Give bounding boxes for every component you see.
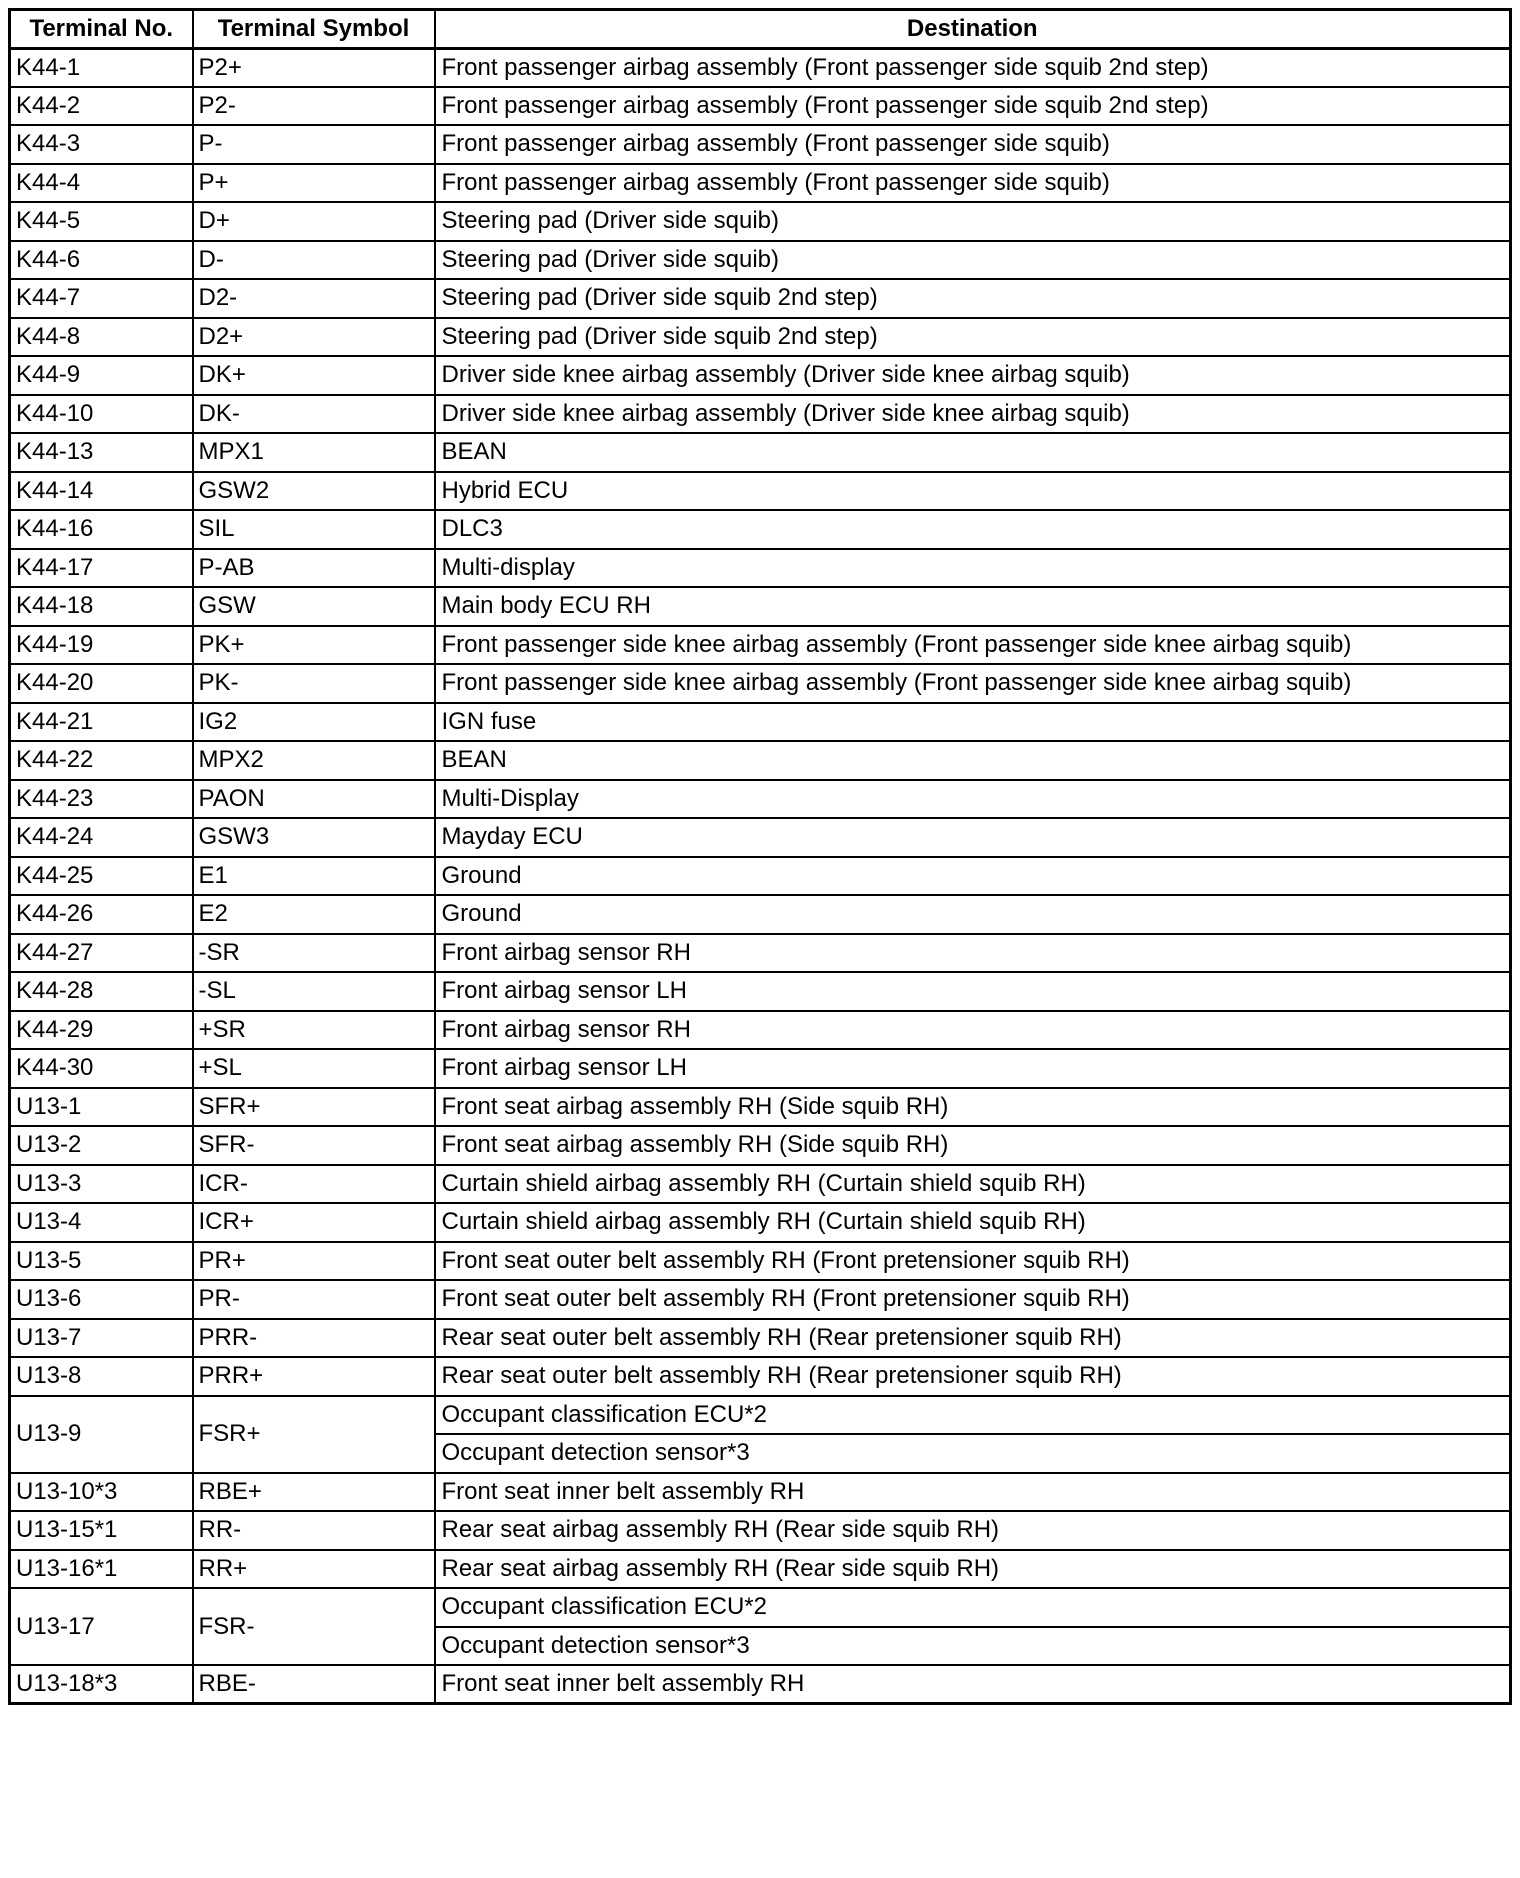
table-row bbox=[10, 1357, 1511, 1396]
terminal-no-cell: K44-21 bbox=[10, 703, 193, 742]
terminal-no-cell: K44-30 bbox=[10, 1049, 193, 1088]
terminal-symbol-cell: IG2 bbox=[193, 703, 435, 742]
destination-cell: Ground bbox=[435, 895, 1511, 934]
destination-cell: Driver side knee airbag assembly (Driver side knee airbag squib) bbox=[435, 395, 1511, 434]
table-row bbox=[10, 549, 1511, 588]
table-row bbox=[10, 1203, 1511, 1242]
destination-cell: Multi-Display bbox=[435, 780, 1511, 819]
terminal-symbol-cell: PR- bbox=[193, 1280, 435, 1319]
destination-cell: Front airbag sensor RH bbox=[435, 1011, 1511, 1050]
table-row bbox=[10, 780, 1511, 819]
terminal-symbol-cell: D+ bbox=[193, 202, 435, 241]
destination-cell: Front passenger airbag assembly (Front passenger side squib 2nd step) bbox=[435, 48, 1511, 87]
terminal-symbol-cell: +SR bbox=[193, 1011, 435, 1050]
destination-cell: Occupant classification ECU*2 bbox=[435, 1396, 1511, 1435]
terminal-no-cell: U13-1 bbox=[10, 1088, 193, 1127]
terminal-no-cell: K44-27 bbox=[10, 934, 193, 973]
destination-cell: Rear seat outer belt assembly RH (Rear pretensioner squib RH) bbox=[435, 1357, 1511, 1396]
terminal-symbol-cell: RR- bbox=[193, 1511, 435, 1550]
terminal-no-cell: K44-10 bbox=[10, 395, 193, 434]
terminal-no-cell: K44-29 bbox=[10, 1011, 193, 1050]
table-row bbox=[10, 1319, 1511, 1358]
destination-cell: Front seat inner belt assembly RH bbox=[435, 1665, 1511, 1704]
table-row bbox=[10, 1011, 1511, 1050]
terminal-no-cell: U13-16*1 bbox=[10, 1550, 193, 1589]
table-row bbox=[10, 664, 1511, 703]
table-header bbox=[10, 10, 1511, 49]
terminal-symbol-cell: ICR+ bbox=[193, 1203, 435, 1242]
table-row bbox=[10, 1165, 1511, 1204]
table-row bbox=[10, 241, 1511, 280]
terminal-no-cell: K44-18 bbox=[10, 587, 193, 626]
terminal-no-cell: K44-14 bbox=[10, 472, 193, 511]
destination-cell: Front seat airbag assembly RH (Side squib RH) bbox=[435, 1088, 1511, 1127]
terminal-no-cell: U13-10*3 bbox=[10, 1473, 193, 1512]
terminal-symbol-cell: -SL bbox=[193, 972, 435, 1011]
destination-cell: Driver side knee airbag assembly (Driver side knee airbag squib) bbox=[435, 356, 1511, 395]
terminal-symbol-cell: -SR bbox=[193, 934, 435, 973]
table-row bbox=[10, 472, 1511, 511]
terminal-symbol-cell: RBE- bbox=[193, 1665, 435, 1704]
terminal-symbol-cell: GSW bbox=[193, 587, 435, 626]
terminal-no-cell: K44-25 bbox=[10, 857, 193, 896]
terminal-no-cell: K44-3 bbox=[10, 125, 193, 164]
table-row bbox=[10, 1550, 1511, 1589]
destination-cell: BEAN bbox=[435, 741, 1511, 780]
terminal-table-sheet bbox=[8, 8, 1512, 1705]
destination-cell: Main body ECU RH bbox=[435, 587, 1511, 626]
terminal-no-cell: K44-26 bbox=[10, 895, 193, 934]
terminal-symbol-cell: P2- bbox=[193, 87, 435, 126]
table-row bbox=[10, 1473, 1511, 1512]
destination-cell: Ground bbox=[435, 857, 1511, 896]
terminal-symbol-cell: GSW3 bbox=[193, 818, 435, 857]
destination-cell: Steering pad (Driver side squib) bbox=[435, 241, 1511, 280]
destination-cell: Steering pad (Driver side squib 2nd step) bbox=[435, 279, 1511, 318]
destination-cell: Front passenger airbag assembly (Front passenger side squib 2nd step) bbox=[435, 87, 1511, 126]
destination-cell: Mayday ECU bbox=[435, 818, 1511, 857]
terminal-symbol-cell: ICR- bbox=[193, 1165, 435, 1204]
terminal-no-cell: U13-5 bbox=[10, 1242, 193, 1281]
table-row bbox=[10, 1049, 1511, 1088]
terminal-symbol-cell: E1 bbox=[193, 857, 435, 896]
terminal-symbol-cell: PRR+ bbox=[193, 1357, 435, 1396]
table-row bbox=[10, 1088, 1511, 1127]
terminal-no-cell: U13-6 bbox=[10, 1280, 193, 1319]
destination-cell: Rear seat airbag assembly RH (Rear side squib RH) bbox=[435, 1550, 1511, 1589]
terminal-symbol-cell: PK+ bbox=[193, 626, 435, 665]
terminal-symbol-cell: DK- bbox=[193, 395, 435, 434]
destination-cell: Steering pad (Driver side squib) bbox=[435, 202, 1511, 241]
table-row bbox=[10, 395, 1511, 434]
destination-cell: Front passenger airbag assembly (Front passenger side squib) bbox=[435, 125, 1511, 164]
destination-cell: Front seat inner belt assembly RH bbox=[435, 1473, 1511, 1512]
table-row bbox=[10, 934, 1511, 973]
destination-cell: Curtain shield airbag assembly RH (Curtain shield squib RH) bbox=[435, 1203, 1511, 1242]
terminal-symbol-cell: E2 bbox=[193, 895, 435, 934]
terminal-no-cell: U13-15*1 bbox=[10, 1511, 193, 1550]
table-row bbox=[10, 125, 1511, 164]
terminal-symbol-cell: MPX2 bbox=[193, 741, 435, 780]
terminal-symbol-cell: PAON bbox=[193, 780, 435, 819]
destination-cell: Curtain shield airbag assembly RH (Curtain shield squib RH) bbox=[435, 1165, 1511, 1204]
terminal-no-cell: K44-2 bbox=[10, 87, 193, 126]
terminal-symbol-cell: RBE+ bbox=[193, 1473, 435, 1512]
destination-cell: Occupant detection sensor*3 bbox=[435, 1434, 1511, 1473]
table-row bbox=[10, 703, 1511, 742]
terminal-no-cell: K44-6 bbox=[10, 241, 193, 280]
terminal-no-cell: U13-4 bbox=[10, 1203, 193, 1242]
terminal-no-cell: K44-20 bbox=[10, 664, 193, 703]
terminal-symbol-cell: P- bbox=[193, 125, 435, 164]
terminal-symbol-cell: P-AB bbox=[193, 549, 435, 588]
table-row bbox=[10, 818, 1511, 857]
destination-cell: DLC3 bbox=[435, 510, 1511, 549]
table-row bbox=[10, 1511, 1511, 1550]
table-row bbox=[10, 972, 1511, 1011]
terminal-no-cell: U13-17 bbox=[10, 1588, 193, 1665]
destination-cell: Occupant detection sensor*3 bbox=[435, 1627, 1511, 1666]
table-row bbox=[10, 48, 1511, 87]
table-row bbox=[10, 87, 1511, 126]
destination-cell: Front airbag sensor LH bbox=[435, 972, 1511, 1011]
terminal-no-cell: K44-5 bbox=[10, 202, 193, 241]
table-row bbox=[10, 1588, 1511, 1627]
terminal-no-cell: K44-28 bbox=[10, 972, 193, 1011]
terminal-symbol-cell: RR+ bbox=[193, 1550, 435, 1589]
table-body bbox=[10, 48, 1511, 1704]
table-row bbox=[10, 318, 1511, 357]
table-row bbox=[10, 1280, 1511, 1319]
header-terminal-symbol: Terminal Symbol bbox=[193, 10, 435, 49]
table-row bbox=[10, 356, 1511, 395]
table-row bbox=[10, 1242, 1511, 1281]
terminal-no-cell: K44-22 bbox=[10, 741, 193, 780]
terminal-symbol-cell: P2+ bbox=[193, 48, 435, 87]
terminal-symbol-cell: SFR+ bbox=[193, 1088, 435, 1127]
destination-cell: Front passenger side knee airbag assembly (Front passenger side knee airbag squib) bbox=[435, 626, 1511, 665]
terminal-no-cell: K44-17 bbox=[10, 549, 193, 588]
terminal-table bbox=[8, 8, 1512, 1705]
destination-cell: Front airbag sensor RH bbox=[435, 934, 1511, 973]
terminal-no-cell: U13-8 bbox=[10, 1357, 193, 1396]
table-row bbox=[10, 202, 1511, 241]
table-row bbox=[10, 164, 1511, 203]
terminal-symbol-cell: SIL bbox=[193, 510, 435, 549]
terminal-no-cell: U13-2 bbox=[10, 1126, 193, 1165]
terminal-no-cell: K44-13 bbox=[10, 433, 193, 472]
table-row bbox=[10, 279, 1511, 318]
destination-cell: IGN fuse bbox=[435, 703, 1511, 742]
terminal-symbol-cell: PR+ bbox=[193, 1242, 435, 1281]
terminal-symbol-cell: FSR+ bbox=[193, 1396, 435, 1473]
terminal-symbol-cell: D2+ bbox=[193, 318, 435, 357]
table-row bbox=[10, 510, 1511, 549]
table-row bbox=[10, 587, 1511, 626]
terminal-no-cell: K44-23 bbox=[10, 780, 193, 819]
table-row bbox=[10, 895, 1511, 934]
destination-cell: BEAN bbox=[435, 433, 1511, 472]
terminal-no-cell: K44-19 bbox=[10, 626, 193, 665]
terminal-no-cell: K44-7 bbox=[10, 279, 193, 318]
terminal-no-cell: U13-7 bbox=[10, 1319, 193, 1358]
destination-cell: Occupant classification ECU*2 bbox=[435, 1588, 1511, 1627]
destination-cell: Hybrid ECU bbox=[435, 472, 1511, 511]
header-row bbox=[10, 10, 1511, 49]
table-row bbox=[10, 741, 1511, 780]
destination-cell: Front passenger airbag assembly (Front passenger side squib) bbox=[435, 164, 1511, 203]
terminal-no-cell: K44-8 bbox=[10, 318, 193, 357]
destination-cell: Front airbag sensor LH bbox=[435, 1049, 1511, 1088]
terminal-no-cell: U13-9 bbox=[10, 1396, 193, 1473]
header-terminal-no: Terminal No. bbox=[10, 10, 193, 49]
terminal-symbol-cell: +SL bbox=[193, 1049, 435, 1088]
terminal-symbol-cell: D- bbox=[193, 241, 435, 280]
destination-cell: Front seat outer belt assembly RH (Front pretensioner squib RH) bbox=[435, 1242, 1511, 1281]
destination-cell: Rear seat outer belt assembly RH (Rear pretensioner squib RH) bbox=[435, 1319, 1511, 1358]
table-row bbox=[10, 1126, 1511, 1165]
table-row bbox=[10, 1665, 1511, 1704]
terminal-no-cell: K44-1 bbox=[10, 48, 193, 87]
destination-cell: Multi-display bbox=[435, 549, 1511, 588]
terminal-symbol-cell: D2- bbox=[193, 279, 435, 318]
terminal-symbol-cell: PRR- bbox=[193, 1319, 435, 1358]
terminal-symbol-cell: MPX1 bbox=[193, 433, 435, 472]
table-row bbox=[10, 857, 1511, 896]
table-row bbox=[10, 433, 1511, 472]
destination-cell: Steering pad (Driver side squib 2nd step) bbox=[435, 318, 1511, 357]
table-row bbox=[10, 626, 1511, 665]
terminal-no-cell: U13-3 bbox=[10, 1165, 193, 1204]
destination-cell: Front passenger side knee airbag assembly (Front passenger side knee airbag squib) bbox=[435, 664, 1511, 703]
terminal-symbol-cell: SFR- bbox=[193, 1126, 435, 1165]
terminal-symbol-cell: FSR- bbox=[193, 1588, 435, 1665]
destination-cell: Front seat outer belt assembly RH (Front pretensioner squib RH) bbox=[435, 1280, 1511, 1319]
destination-cell: Front seat airbag assembly RH (Side squib RH) bbox=[435, 1126, 1511, 1165]
destination-cell: Rear seat airbag assembly RH (Rear side squib RH) bbox=[435, 1511, 1511, 1550]
terminal-no-cell: K44-9 bbox=[10, 356, 193, 395]
terminal-symbol-cell: P+ bbox=[193, 164, 435, 203]
table-row bbox=[10, 1396, 1511, 1435]
terminal-symbol-cell: DK+ bbox=[193, 356, 435, 395]
terminal-no-cell: K44-16 bbox=[10, 510, 193, 549]
terminal-no-cell: U13-18*3 bbox=[10, 1665, 193, 1704]
terminal-symbol-cell: PK- bbox=[193, 664, 435, 703]
terminal-no-cell: K44-24 bbox=[10, 818, 193, 857]
header-destination: Destination bbox=[435, 10, 1511, 49]
terminal-symbol-cell: GSW2 bbox=[193, 472, 435, 511]
terminal-no-cell: K44-4 bbox=[10, 164, 193, 203]
